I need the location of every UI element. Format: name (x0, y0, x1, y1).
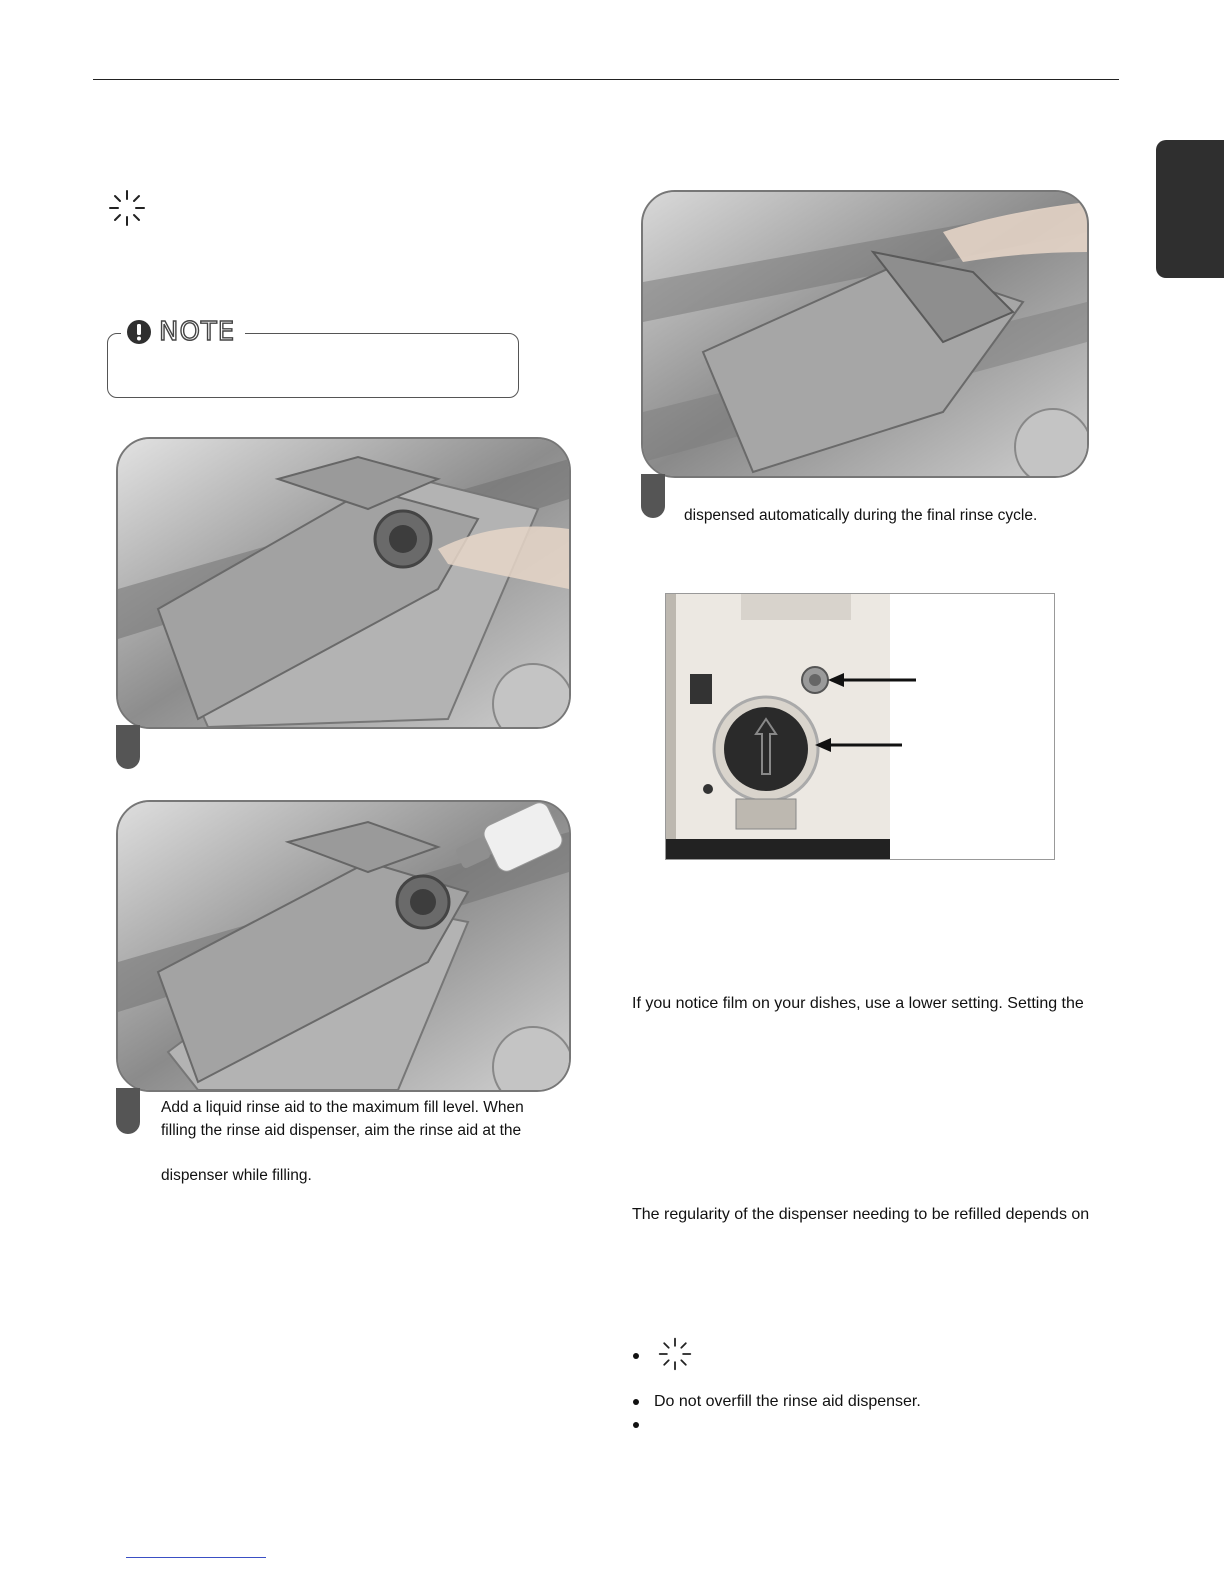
header-rule (93, 79, 1119, 80)
rinse-aid-indicator-icon-small (657, 1336, 693, 1372)
section-tab (1156, 140, 1224, 278)
photo-1-caption-marker (116, 725, 140, 769)
photo-2-caption-marker (116, 1088, 140, 1134)
photo-3-caption-marker (641, 474, 665, 518)
rinse-aid-adjuster-diagram (665, 593, 1055, 860)
bullet-dot-1 (633, 1353, 639, 1359)
note-exclamation-icon (127, 320, 151, 344)
bullet-text-2: Do not overfill the rinse aid dispenser. (654, 1393, 921, 1410)
bullet-dot-2 (633, 1399, 639, 1405)
fill-caption-line-1: Add a liquid rinse aid to the maximum fill level. When (161, 1099, 524, 1116)
note-heading (121, 318, 245, 346)
fill-caption-line-2: filling the rinse aid dispenser, aim the rinse aid at the (161, 1122, 522, 1139)
close-caption: dispensed automatically during the final rinse cycle. (684, 507, 1038, 524)
bullet-dot-3 (633, 1422, 639, 1428)
fill-caption-line-3: dispenser while filling. (161, 1167, 312, 1184)
refill-frequency-sentence: The regularity of the dispenser needing to be refilled depends on (632, 1206, 1090, 1223)
photo-fill-rinse-aid (116, 800, 571, 1092)
photo-open-dispenser-cap (116, 437, 571, 729)
film-setting-sentence: If you notice film on your dishes, use a lower setting. Setting the (632, 995, 1084, 1012)
footer-rule (126, 1557, 266, 1558)
rinse-aid-indicator-icon (107, 188, 147, 228)
photo-close-dispenser-cap (641, 190, 1089, 478)
note-label: NOTE (159, 317, 236, 347)
